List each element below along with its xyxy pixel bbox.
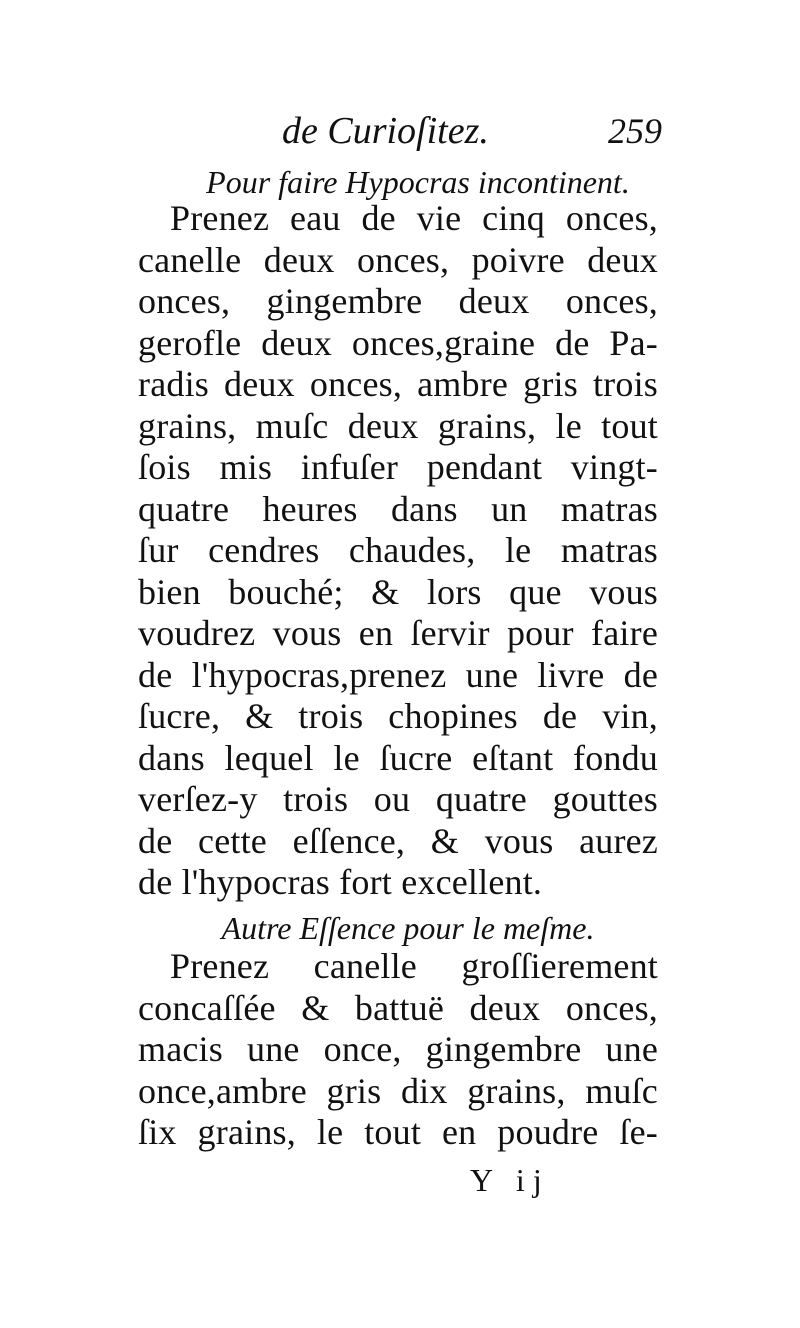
text-line: de cette eſſence, & vous aurez <box>138 820 658 861</box>
text-line: quatre heures dans un matras <box>138 488 658 529</box>
text-line: voudrez vous en ſervir pour faire <box>138 613 658 653</box>
running-title: de Curioſitez. <box>282 110 489 152</box>
section-heading: Pour faire Hypocras incontinent. <box>206 164 630 200</box>
text-line: radis deux onces, ambre gris trois <box>138 364 658 404</box>
text-line: dans lequel le ſucre eſtant fondu <box>138 737 658 778</box>
paragraph <box>138 946 658 1154</box>
page-header <box>282 108 662 154</box>
text-line: Prenez canelle groſſierement <box>170 946 658 986</box>
text-line: ſur cendres chaudes, le matras <box>138 530 658 570</box>
section-heading: Autre Eſſence pour le meſme. <box>221 910 595 946</box>
text-line: onces, gingembre deux onces, <box>138 281 658 321</box>
text-line: verſez-y trois ou quatre gouttes <box>138 779 658 819</box>
text-line: canelle deux onces, poivre deux <box>138 239 658 280</box>
text-line: Prenez eau de vie cinq onces, <box>170 198 658 238</box>
text-line: grains, muſc deux grains, le tout <box>138 405 658 446</box>
paragraph <box>138 198 658 904</box>
text-line: once,ambre gris dix grains, muſc <box>138 1070 658 1111</box>
text-line: ſois mis infuſer pendant vingt- <box>138 447 658 487</box>
text-line: macis une once, gingembre une <box>138 1029 658 1069</box>
page-number: 259 <box>608 111 662 151</box>
text-line: de l'hypocras fort excellent. <box>138 862 543 902</box>
signature-mark: Y ij <box>470 1162 550 1198</box>
text-line: de l'hypocras,prenez une livre de <box>138 654 658 695</box>
text-line: ſucre, & trois chopines de vin, <box>138 696 658 736</box>
text-line: bien bouché; & lors que vous <box>138 571 658 612</box>
text-line: geroflе deux onces,graine de Pa- <box>138 322 658 363</box>
text-line: ſix grains, le tout en poudre ſe- <box>138 1112 658 1152</box>
text-line: concaſſée & battuë deux onces, <box>138 987 658 1028</box>
